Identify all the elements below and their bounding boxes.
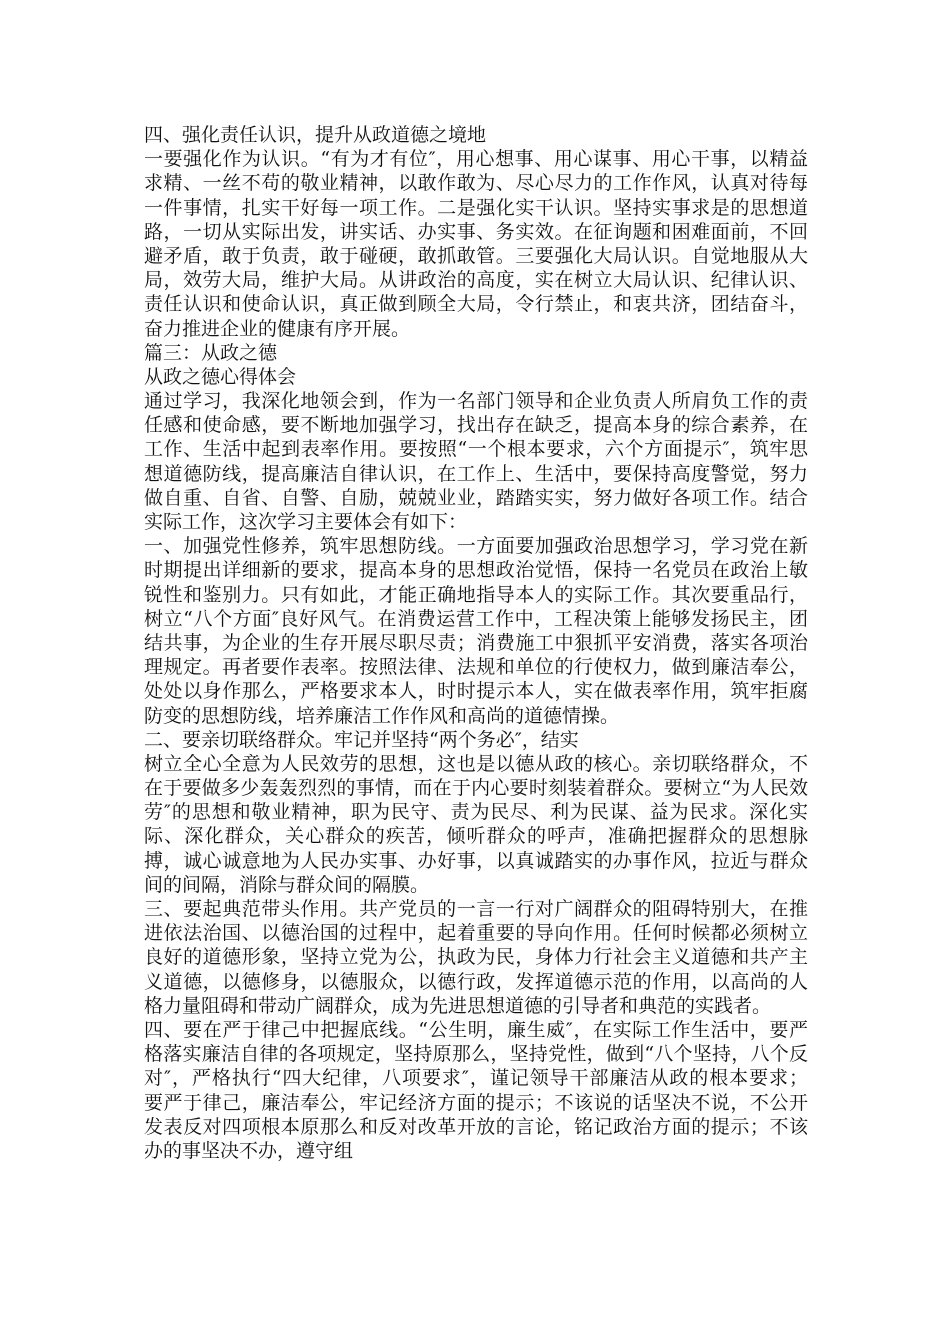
text-line: 篇三：从政之德 [144,341,278,364]
text-line: 处处以身作那么，严格要求本人，时时提示本人，实在做表率作用，筑牢拒腐 [144,680,808,703]
text-line: 良好的道德形象，坚持立党为公，执政为民，身体力行社会主义道德和共产主 [144,946,808,969]
text-line: 奋力推进企业的健康有序开展。 [144,317,411,340]
text-line: 在于要做多少轰轰烈烈的事情，而在于内心要时刻装着群众。要树立“为人民效 [144,777,808,800]
text-line: 结共事，为企业的生存开展尽职尽责；消费施工中狠抓平安消费，落实各项治 [144,631,808,654]
text-line: 四、要在严于律己中把握底线。“公生明，廉生威″，在实际工作生活中，要严 [144,1018,808,1041]
text-line: 一件事情，扎实干好每一项工作。二是强化实干认识。坚持实事求是的思想道 [144,196,808,219]
text-line: 格力量阻碍和带动广阔群众，成为先进思想道德的引导者和典范的实践者。 [144,994,772,1017]
text-line: 发表反对四项根本原那么和反对改革开放的言论，铭记政治方面的提示；不该 [144,1115,808,1138]
text-line: 防变的思想防线，培养廉洁工作作风和高尚的道德情操。 [144,704,620,727]
text-line: 实际工作，这次学习主要体会有如下： [144,511,468,533]
text-line: 理规定。再者要作表率。按照法律、法规和单位的行使权力，做到廉洁奉公， [144,656,808,679]
text-line: 锐性和鉴别力。只有如此，才能正确地指导本人的实际工作。其次要重品行， [144,583,808,606]
text-line: 格落实廉洁自律的各项规定，坚持原那么，坚持党性，做到“八个坚持，八个反 [144,1043,808,1066]
text-line: 一要强化作为认识。“有为才有位″，用心想事、用心谋事、用心干事，以精益 [144,148,808,171]
text-line: 通过学习，我深化地领会到，作为一名部门领导和企业负责人所肩负工作的责 [144,390,808,413]
document-body [144,123,808,1163]
text-line: 树立全心全意为人民效劳的思想，这也是以德从政的核心。亲切联络群众，不 [144,752,808,775]
text-line: 义道德，以德修身，以德服众，以德行政，发挥道德示范的作用，以高尚的人 [144,970,808,993]
text-line: 际、深化群众，关心群众的疾苦，倾听群众的呼声，准确把握群众的思想脉 [144,825,808,848]
text-line: 二、要亲切联络群众。牢记并坚持“两个务必″，结实 [144,728,579,751]
text-line: 责任认识和使命认识，真正做到顾全大局，令行禁止，和衷共济，团结奋斗， [144,293,808,316]
text-line: 办的事坚决不办，遵守组 [144,1139,354,1162]
text-line: 工作、生活中起到表率作用。要按照“一个根本要求，六个方面提示″，筑牢思 [144,438,808,461]
text-line: 时期提出详细新的要求，提高本身的思想政治觉悟，保持一名党员在政治上敏 [144,559,808,582]
text-line: 求精、一丝不苟的敬业精神，以敢作敢为、尽心尽力的工作作风，认真对待每 [144,172,808,195]
text-line: 做自重、自省、自警、自励，兢兢业业，踏踏实实，努力做好各项工作。结合 [144,486,808,509]
text-line: 对″，严格执行“四大纪律，八项要求″，谨记领导干部廉洁从政的根本要求； [144,1067,808,1090]
text-line: 三、要起典范带头作用。共产党员的一言一行对广阔群众的阻碍特别大，在推 [144,898,808,920]
text-line: 树立“八个方面″良好风气。在消费运营工作中，工程决策上能够发扬民主，团 [144,607,808,630]
text-line: 局，效劳大局，维护大局。从讲政治的高度，实在树立大局认识、纪律认识、 [144,269,808,292]
text-line: 任感和使命感，要不断地加强学习，找出存在缺乏，提高本身的综合素养，在 [144,414,808,437]
text-line: 四、强化责任认识，提升从政道德之境地 [144,124,487,146]
text-line: 要严于律己，廉洁奉公，牢记经济方面的提示；不该说的话坚决不说，不公开 [144,1091,808,1114]
text-line: 一、加强党性修养，筑牢思想防线。一方面要加强政治思想学习，学习党在新 [144,535,808,558]
text-line: 想道德防线，提高廉洁自律认识，在工作上、生活中，要保持高度警觉，努力 [144,462,808,485]
text-line: 路，一切从实际出发，讲实话、办实事、务实效。在征询题和困难面前，不回 [144,220,808,243]
text-line: 避矛盾，敢于负责，敢于碰硬，敢抓敢管。三要强化大局认识。自觉地服从大 [144,244,808,267]
text-line: 从政之德心得体会 [144,365,297,388]
text-line: 搏，诚心诚意地为人民办实事、办好事，以真诚踏实的办事作风，拉近与群众 [144,849,808,872]
text-line: 劳″的思想和敬业精神，职为民守、责为民尽、利为民谋、益为民求。深化实 [144,801,808,824]
text-line: 进依法治国、以德治国的过程中，起着重要的导向作用。任何时候都必须树立 [144,922,808,945]
text-line: 间的间隔，消除与群众间的隔膜。 [144,873,430,896]
